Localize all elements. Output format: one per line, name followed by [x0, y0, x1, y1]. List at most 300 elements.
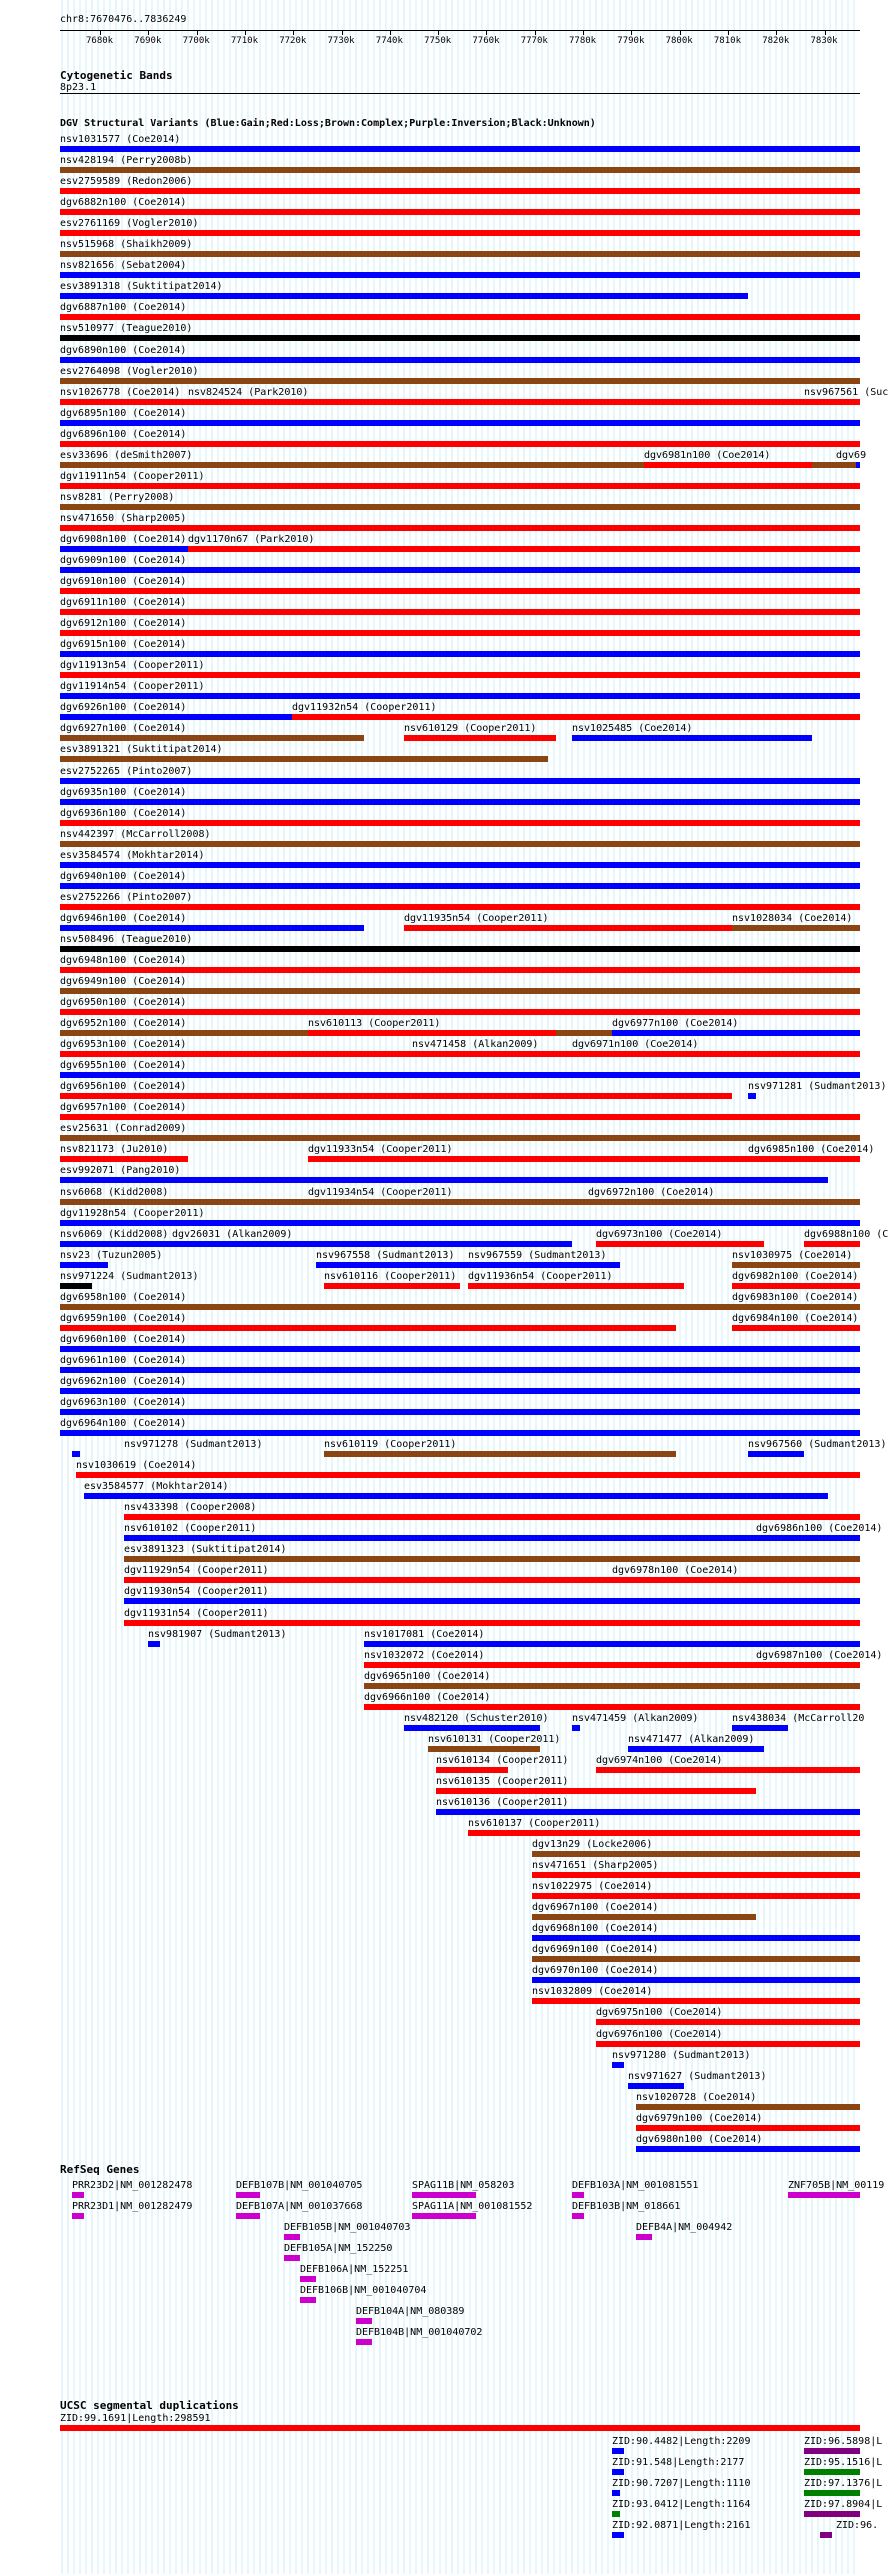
variant-label[interactable]: nsv971278 (Sudmant2013) — [124, 1439, 263, 1451]
variant-bar[interactable] — [60, 167, 860, 173]
variant-bar[interactable] — [572, 1725, 580, 1731]
variant-label[interactable]: nsv981907 (Sudmant2013) — [148, 1628, 287, 1640]
gene-label[interactable]: DEFB103A|NM_001081551 — [572, 2180, 699, 2191]
variant-label[interactable]: dgv26031 (Alkan2009) — [172, 1228, 293, 1240]
variant-bar[interactable] — [468, 1283, 684, 1289]
segdup-bar[interactable] — [804, 2490, 860, 2496]
variant-bar[interactable] — [364, 1704, 860, 1710]
variant-label[interactable]: nsv6069 (Kidd2008) — [60, 1228, 169, 1240]
gene-model[interactable] — [572, 2213, 584, 2219]
gene-label[interactable]: DEFB105B|NM_001040703 — [284, 2222, 411, 2233]
variant-label[interactable]: nsv471477 (Alkan2009) — [628, 1733, 755, 1745]
variant-label[interactable]: dgv11913n54 (Cooper2011) — [60, 660, 205, 672]
segdup-label[interactable]: ZID:96. — [836, 2520, 879, 2531]
variant-label[interactable]: dgv6966n100 (Coe2014) — [364, 1691, 491, 1703]
variant-bar[interactable] — [76, 1472, 860, 1478]
segdup-label[interactable]: ZID:92.0871|Length:2161 — [612, 2520, 751, 2531]
variant-label[interactable]: nsv1022975 (Coe2014) — [532, 1881, 653, 1893]
variant-label[interactable]: nsv610134 (Cooper2011) — [436, 1754, 569, 1766]
gene-model[interactable] — [284, 2255, 300, 2261]
variant-label[interactable]: nsv610119 (Cooper2011) — [324, 1439, 457, 1451]
variant-label[interactable]: esv3584577 (Mokhtar2014) — [84, 1481, 229, 1493]
variant-label[interactable]: esv25631 (Conrad2009) — [60, 1123, 187, 1135]
variant-label[interactable]: nsv967558 (Sudmant2013) — [316, 1249, 455, 1261]
segdup-label[interactable]: ZID:97.1376|L — [804, 2478, 883, 2489]
variant-label[interactable]: esv3891321 (Suktitipat2014) — [60, 744, 223, 756]
variant-bar[interactable] — [468, 1262, 620, 1268]
variant-bar[interactable] — [60, 293, 748, 299]
variant-bar[interactable] — [60, 841, 860, 847]
variant-bar[interactable] — [628, 1746, 764, 1752]
gene-label[interactable]: DEFB103B|NM_018661 — [572, 2201, 681, 2212]
variant-bar[interactable] — [60, 1177, 828, 1183]
gene-model[interactable] — [300, 2276, 316, 2282]
variant-label[interactable]: dgv6964n100 (Coe2014) — [60, 1418, 187, 1430]
variant-label[interactable]: dgv6950n100 (Coe2014) — [60, 997, 187, 1009]
variant-bar[interactable] — [60, 420, 860, 426]
segdup-bar[interactable] — [612, 2490, 620, 2496]
variant-label[interactable]: dgv6915n100 (Coe2014) — [60, 639, 187, 651]
variant-label[interactable]: dgv6912n100 (Coe2014) — [60, 618, 187, 630]
variant-bar[interactable] — [756, 1662, 860, 1668]
variant-label[interactable]: nsv1032072 (Coe2014) — [364, 1649, 485, 1661]
variant-label[interactable]: nsv23 (Tuzun2005) — [60, 1249, 163, 1261]
segdup-bar[interactable] — [804, 2448, 860, 2454]
variant-label[interactable]: dgv6953n100 (Coe2014) — [60, 1039, 187, 1051]
variant-bar[interactable] — [60, 630, 860, 636]
variant-label[interactable]: dgv6968n100 (Coe2014) — [532, 1923, 659, 1935]
variant-bar[interactable] — [60, 799, 860, 805]
variant-bar[interactable] — [532, 1935, 860, 1941]
variant-label[interactable]: dgv6974n100 (Coe2014) — [596, 1754, 723, 1766]
variant-bar[interactable] — [60, 862, 860, 868]
variant-label[interactable]: dgv6887n100 (Coe2014) — [60, 302, 187, 314]
segdup-label[interactable]: ZID:95.1516|L — [804, 2457, 883, 2468]
variant-label[interactable]: dgv6895n100 (Coe2014) — [60, 407, 187, 419]
variant-bar[interactable] — [124, 1598, 860, 1604]
variant-bar[interactable] — [72, 1451, 80, 1457]
variant-bar[interactable] — [60, 693, 860, 699]
gene-model[interactable] — [72, 2192, 84, 2198]
variant-bar[interactable] — [60, 946, 860, 952]
variant-bar[interactable] — [364, 1641, 860, 1647]
variant-bar[interactable] — [532, 1977, 860, 1983]
variant-label[interactable]: dgv6965n100 (Coe2014) — [364, 1670, 491, 1682]
variant-label[interactable]: nsv428194 (Perry2008b) — [60, 155, 193, 167]
variant-bar[interactable] — [60, 1304, 860, 1310]
variant-label[interactable]: dgv6970n100 (Coe2014) — [532, 1965, 659, 1977]
variant-bar[interactable] — [60, 146, 860, 152]
variant-bar[interactable] — [364, 1683, 860, 1689]
variant-label[interactable]: esv2752265 (Pinto2007) — [60, 765, 193, 777]
variant-bar[interactable] — [60, 1093, 732, 1099]
variant-label[interactable]: esv992071 (Pang2010) — [60, 1165, 181, 1177]
variant-bar[interactable] — [324, 1283, 460, 1289]
variant-label[interactable]: dgv6955n100 (Coe2014) — [60, 1060, 187, 1072]
variant-label[interactable]: nsv610137 (Cooper2011) — [468, 1818, 601, 1829]
variant-bar[interactable] — [60, 567, 860, 573]
gene-model[interactable] — [412, 2192, 476, 2198]
variant-label[interactable]: nsv971627 (Sudmant2013) — [628, 2070, 767, 2082]
variant-label[interactable]: dgv6973n100 (Coe2014) — [596, 1228, 723, 1240]
variant-label[interactable]: dgv6963n100 (Coe2014) — [60, 1397, 187, 1408]
variant-label[interactable]: dgv6908n100 (Coe2014) — [60, 533, 187, 545]
variant-label[interactable]: dgv6976n100 (Coe2014) — [596, 2028, 723, 2040]
variant-bar[interactable] — [572, 735, 812, 741]
variant-bar[interactable] — [60, 357, 860, 363]
variant-label[interactable]: dgv1170n67 (Park2010) — [188, 533, 315, 545]
variant-label[interactable]: dgv6975n100 (Coe2014) — [596, 2007, 723, 2019]
variant-label[interactable]: dgv6882n100 (Coe2014) — [60, 197, 187, 209]
gene-label[interactable]: DEFB107A|NM_001037668 — [236, 2201, 363, 2212]
variant-bar[interactable] — [60, 504, 860, 510]
variant-bar[interactable] — [612, 1030, 860, 1036]
variant-label[interactable]: dgv6971n100 (Coe2014) — [572, 1039, 699, 1051]
variant-label[interactable]: dgv13n29 (Locke2006) — [532, 1839, 653, 1851]
variant-label[interactable]: nsv1030975 (Coe2014) — [732, 1249, 853, 1261]
variant-bar[interactable] — [308, 1156, 860, 1162]
variant-bar[interactable] — [468, 1830, 860, 1836]
variant-bar[interactable] — [124, 1514, 860, 1520]
variant-bar[interactable] — [364, 1662, 756, 1668]
variant-label[interactable]: nsv821656 (Sebat2004) — [60, 260, 187, 272]
variant-label[interactable]: nsv610116 (Cooper2011) — [324, 1270, 457, 1282]
variant-label[interactable]: dgv11933n54 (Cooper2011) — [308, 1144, 453, 1156]
variant-bar[interactable] — [60, 1430, 860, 1436]
variant-bar[interactable] — [60, 1409, 860, 1415]
variant-bar[interactable] — [124, 1577, 860, 1583]
variant-label[interactable]: dgv6978n100 (Coe2014) — [612, 1565, 739, 1577]
ruler[interactable] — [60, 27, 860, 51]
segdup-label[interactable]: ZID:96.5898|L — [804, 2436, 883, 2447]
variant-label[interactable]: nsv971281 (Sudmant2013) — [748, 1081, 887, 1093]
variant-bar[interactable] — [532, 1851, 860, 1857]
variant-bar[interactable] — [732, 1325, 860, 1331]
gene-model[interactable] — [636, 2234, 652, 2240]
gene-label[interactable]: DEFB106A|NM_152251 — [300, 2264, 409, 2275]
variant-bar[interactable] — [732, 1283, 860, 1289]
variant-label[interactable]: dgv6958n100 (Coe2014) — [60, 1291, 187, 1303]
variant-bar[interactable] — [804, 1241, 860, 1247]
segdup-label[interactable]: ZID:90.4482|Length:2209 — [612, 2436, 751, 2447]
gene-model[interactable] — [236, 2213, 260, 2219]
variant-label[interactable]: dgv6987n100 (Coe2014) — [756, 1649, 883, 1661]
variant-bar[interactable] — [60, 588, 860, 594]
variant-bar[interactable] — [60, 1009, 860, 1015]
variant-bar[interactable] — [60, 1072, 860, 1078]
variant-label[interactable]: dgv6949n100 (Coe2014) — [60, 976, 187, 987]
variant-label[interactable]: dgv6956n100 (Coe2014) — [60, 1081, 187, 1093]
variant-bar[interactable] — [60, 672, 860, 678]
variant-label[interactable]: nsv1031577 (Coe2014) — [60, 134, 181, 145]
variant-label[interactable]: nsv971280 (Sudmant2013) — [612, 2049, 751, 2061]
variant-bar[interactable] — [748, 1451, 804, 1457]
variant-label[interactable]: nsv482120 (Schuster2010) — [404, 1712, 549, 1724]
variant-label[interactable]: dgv6946n100 (Coe2014) — [60, 912, 187, 924]
variant-label[interactable]: nsv610102 (Cooper2011) — [124, 1523, 257, 1535]
variant-bar[interactable] — [60, 735, 364, 741]
variant-label[interactable]: dgv6957n100 (Coe2014) — [60, 1102, 187, 1114]
variant-bar[interactable] — [60, 651, 860, 657]
gene-label[interactable]: DEFB107B|NM_001040705 — [236, 2180, 363, 2191]
variant-label[interactable]: nsv1028034 (Coe2014) — [732, 912, 853, 924]
variant-label[interactable]: nsv442397 (McCarroll2008) — [60, 828, 211, 840]
variant-label[interactable]: esv33696 (deSmith2007) — [60, 449, 193, 461]
variant-label[interactable]: dgv11936n54 (Cooper2011) — [468, 1270, 613, 1282]
variant-label[interactable]: dgv6909n100 (Coe2014) — [60, 555, 187, 566]
variant-label[interactable]: dgv11914n54 (Cooper2011) — [60, 681, 205, 693]
variant-bar[interactable] — [596, 1241, 764, 1247]
variant-label[interactable]: nsv471651 (Sharp2005) — [532, 1860, 659, 1872]
variant-bar[interactable] — [60, 335, 860, 341]
gene-model[interactable] — [356, 2339, 372, 2345]
gene-model[interactable] — [572, 2192, 584, 2198]
variant-label[interactable]: nsv433398 (Cooper2008) — [124, 1502, 257, 1514]
segdup-bar[interactable] — [820, 2532, 832, 2538]
segdup-label[interactable]: ZID:91.548|Length:2177 — [612, 2457, 745, 2468]
variant-bar[interactable] — [532, 1914, 756, 1920]
variant-label[interactable]: dgv11935n54 (Cooper2011) — [404, 912, 549, 924]
variant-bar[interactable] — [148, 1641, 160, 1647]
gene-model[interactable] — [412, 2213, 476, 2219]
gene-model[interactable] — [72, 2213, 84, 2219]
variant-label[interactable]: dgv11934n54 (Cooper2011) — [308, 1186, 453, 1198]
variant-label[interactable]: nsv510977 (Teague2010) — [60, 323, 193, 335]
variant-bar[interactable] — [60, 1325, 676, 1331]
variant-bar[interactable] — [60, 230, 860, 236]
variant-bar[interactable] — [60, 1346, 860, 1352]
variant-label[interactable]: nsv471650 (Sharp2005) — [60, 512, 187, 524]
variant-label[interactable]: dgv6977n100 (Coe2014) — [612, 1018, 739, 1030]
variant-bar[interactable] — [596, 1767, 860, 1773]
gene-label[interactable]: DEFB106B|NM_001040704 — [300, 2285, 427, 2296]
variant-bar[interactable] — [60, 1135, 860, 1141]
variant-bar[interactable] — [60, 1241, 572, 1247]
variant-label[interactable]: nsv967560 (Sudmant2013) — [748, 1439, 887, 1451]
gene-label[interactable]: PRR23D2|NM_001282478 — [72, 2180, 193, 2191]
variant-label[interactable]: nsv1030619 (Coe2014) — [76, 1460, 197, 1472]
variant-label[interactable]: dgv69 — [836, 449, 867, 461]
variant-label[interactable]: nsv610135 (Cooper2011) — [436, 1775, 569, 1787]
segdup-label[interactable]: ZID:97.8904|L — [804, 2499, 883, 2510]
variant-label[interactable]: nsv471458 (Alkan2009) — [412, 1039, 539, 1051]
variant-label[interactable]: esv3891323 (Suktitipat2014) — [124, 1544, 287, 1556]
variant-bar[interactable] — [732, 1262, 860, 1268]
variant-label[interactable]: dgv6961n100 (Coe2014) — [60, 1354, 187, 1366]
variant-bar[interactable] — [60, 1156, 188, 1162]
cytoband-bar[interactable] — [60, 93, 860, 94]
gene-label[interactable]: ZNF705B|NM_00119 — [788, 2180, 885, 2191]
variant-label[interactable]: nsv1017081 (Coe2014) — [364, 1628, 485, 1640]
variant-label[interactable]: dgv6959n100 (Coe2014) — [60, 1312, 187, 1324]
variant-bar[interactable] — [188, 546, 860, 552]
variant-label[interactable]: dgv6967n100 (Coe2014) — [532, 1902, 659, 1914]
variant-label[interactable]: dgv6981n100 (Coe2014) — [644, 449, 771, 461]
variant-label[interactable]: nsv438034 (McCarroll20 — [732, 1712, 865, 1724]
variant-label[interactable]: dgv6969n100 (Coe2014) — [532, 1944, 659, 1956]
gene-model[interactable] — [356, 2318, 372, 2324]
variant-bar[interactable] — [60, 778, 860, 784]
variant-label[interactable]: esv2752266 (Pinto2007) — [60, 891, 193, 903]
variant-label[interactable]: dgv6936n100 (Coe2014) — [60, 807, 187, 819]
variant-bar[interactable] — [60, 609, 860, 615]
variant-label[interactable]: dgv6984n100 (Coe2014) — [732, 1312, 859, 1324]
segdup-bar[interactable] — [612, 2448, 624, 2454]
variant-bar[interactable] — [292, 714, 860, 720]
variant-bar[interactable] — [636, 2104, 860, 2110]
variant-label[interactable]: nsv515968 (Shaikh2009) — [60, 239, 193, 251]
variant-label[interactable]: nsv610129 (Cooper2011) — [404, 723, 537, 735]
variant-bar[interactable] — [60, 925, 364, 931]
variant-label[interactable]: nsv610113 (Cooper2011) — [308, 1018, 441, 1030]
segdup-label[interactable]: ZID:93.0412|Length:1164 — [612, 2499, 751, 2510]
segdup-bar[interactable] — [612, 2511, 620, 2517]
variant-bar[interactable] — [532, 1893, 860, 1899]
variant-bar[interactable] — [60, 525, 860, 531]
variant-label[interactable]: dgv6983n100 (Coe2014) — [732, 1291, 859, 1303]
variant-bar[interactable] — [644, 462, 812, 468]
variant-bar[interactable] — [324, 1451, 676, 1457]
gene-model[interactable] — [284, 2234, 300, 2240]
variant-label[interactable]: dgv11931n54 (Cooper2011) — [124, 1607, 269, 1619]
variant-label[interactable]: dgv6948n100 (Coe2014) — [60, 954, 187, 966]
variant-bar[interactable] — [60, 441, 860, 447]
variant-label[interactable]: dgv6986n100 (Coe2014) — [756, 1523, 883, 1535]
gene-label[interactable]: PRR23D1|NM_001282479 — [72, 2201, 193, 2212]
segdup-bar[interactable] — [60, 2425, 860, 2431]
gene-label[interactable]: DEFB105A|NM_152250 — [284, 2243, 393, 2254]
variant-bar[interactable] — [60, 314, 860, 320]
variant-label[interactable]: nsv471459 (Alkan2009) — [572, 1712, 699, 1724]
variant-bar[interactable] — [60, 967, 860, 973]
variant-label[interactable]: nsv967561 (Suc — [804, 386, 889, 398]
variant-bar[interactable] — [84, 1493, 828, 1499]
variant-bar[interactable] — [596, 2041, 860, 2047]
variant-label[interactable]: dgv6926n100 (Coe2014) — [60, 702, 187, 714]
variant-bar[interactable] — [732, 1725, 788, 1731]
variant-label[interactable]: dgv11911n54 (Cooper2011) — [60, 470, 205, 482]
variant-label[interactable]: esv2761169 (Vogler2010) — [60, 218, 199, 230]
segdup-label[interactable]: ZID:90.7207|Length:1110 — [612, 2478, 751, 2489]
variant-bar[interactable] — [404, 1725, 540, 1731]
variant-label[interactable]: esv2759589 (Redon2006) — [60, 176, 193, 188]
gene-label[interactable]: DEFB4A|NM_004942 — [636, 2222, 733, 2233]
variant-bar[interactable] — [636, 2125, 860, 2131]
segdup-bar[interactable] — [804, 2469, 860, 2475]
gene-label[interactable]: DEFB104B|NM_001040702 — [356, 2327, 483, 2338]
variant-bar[interactable] — [532, 1998, 860, 2004]
variant-bar[interactable] — [124, 1556, 860, 1562]
variant-bar[interactable] — [428, 1746, 540, 1752]
variant-bar[interactable] — [60, 756, 548, 762]
variant-bar[interactable] — [60, 188, 860, 194]
variant-label[interactable]: dgv6896n100 (Coe2014) — [60, 428, 187, 440]
variant-label[interactable]: dgv6980n100 (Coe2014) — [636, 2133, 763, 2145]
variant-bar[interactable] — [636, 2146, 860, 2152]
variant-bar[interactable] — [436, 1788, 756, 1794]
variant-label[interactable]: nsv610131 (Cooper2011) — [428, 1733, 561, 1745]
variant-label[interactable]: dgv6988n100 (C — [804, 1228, 889, 1240]
variant-bar[interactable] — [60, 1114, 860, 1120]
variant-bar[interactable] — [60, 988, 860, 994]
variant-label[interactable]: nsv1025485 (Coe2014) — [572, 723, 693, 735]
variant-label[interactable]: dgv6960n100 (Coe2014) — [60, 1333, 187, 1345]
variant-label[interactable]: nsv610136 (Cooper2011) — [436, 1796, 569, 1808]
variant-bar[interactable] — [596, 2019, 860, 2025]
variant-label[interactable]: dgv6952n100 (Coe2014) — [60, 1018, 187, 1030]
variant-bar[interactable] — [60, 714, 292, 720]
variant-label[interactable]: dgv11929n54 (Cooper2011) — [124, 1565, 269, 1577]
variant-label[interactable]: dgv6911n100 (Coe2014) — [60, 597, 187, 609]
variant-bar[interactable] — [612, 2062, 624, 2068]
variant-label[interactable]: nsv1032809 (Coe2014) — [532, 1986, 653, 1998]
variant-bar[interactable] — [60, 1367, 860, 1373]
segdup-label[interactable]: ZID:99.1691|Length:298591 — [60, 2413, 211, 2424]
variant-label[interactable]: nsv1026778 (Coe2014) — [60, 386, 181, 398]
gene-label[interactable]: DEFB104A|NM_080389 — [356, 2306, 465, 2317]
variant-bar[interactable] — [60, 483, 860, 489]
variant-bar[interactable] — [60, 378, 860, 384]
variant-label[interactable]: dgv6985n100 (Coe2014) — [748, 1144, 875, 1156]
variant-label[interactable]: nsv8281 (Perry2008) — [60, 491, 175, 503]
variant-label[interactable]: dgv6940n100 (Coe2014) — [60, 870, 187, 882]
variant-bar[interactable] — [60, 1262, 108, 1268]
variant-bar[interactable] — [124, 1535, 860, 1541]
variant-bar[interactable] — [60, 1199, 860, 1205]
variant-label[interactable]: esv3891318 (Suktitipat2014) — [60, 281, 223, 293]
segdup-bar[interactable] — [612, 2469, 624, 2475]
variant-bar[interactable] — [436, 1767, 508, 1773]
variant-label[interactable]: nsv508496 (Teague2010) — [60, 933, 193, 945]
variant-bar[interactable] — [60, 272, 860, 278]
variant-bar[interactable] — [404, 735, 556, 741]
variant-label[interactable]: dgv6927n100 (Coe2014) — [60, 723, 187, 735]
variant-label[interactable]: dgv6979n100 (Coe2014) — [636, 2112, 763, 2124]
variant-bar[interactable] — [60, 209, 860, 215]
gene-model[interactable] — [236, 2192, 260, 2198]
gene-label[interactable]: SPAG11A|NM_001081552 — [412, 2201, 533, 2212]
variant-label[interactable]: dgv6890n100 (Coe2014) — [60, 344, 187, 356]
variant-bar[interactable] — [60, 1388, 860, 1394]
variant-label[interactable]: dgv6910n100 (Coe2014) — [60, 576, 187, 588]
variant-label[interactable]: dgv6935n100 (Coe2014) — [60, 786, 187, 798]
gene-model[interactable] — [300, 2297, 316, 2303]
variant-bar[interactable] — [748, 1093, 756, 1099]
variant-bar[interactable] — [60, 820, 860, 826]
variant-label[interactable]: dgv6982n100 (Coe2014) — [732, 1270, 859, 1282]
variant-bar[interactable] — [732, 925, 860, 931]
variant-label[interactable]: esv3584574 (Mokhtar2014) — [60, 849, 205, 861]
variant-bar[interactable] — [532, 1872, 860, 1878]
segdup-bar[interactable] — [804, 2511, 860, 2517]
variant-bar[interactable] — [532, 1956, 860, 1962]
variant-bar[interactable] — [60, 251, 860, 257]
variant-bar[interactable] — [316, 1262, 476, 1268]
variant-bar[interactable] — [436, 1809, 860, 1815]
variant-bar[interactable] — [60, 399, 860, 405]
variant-bar[interactable] — [60, 1283, 92, 1289]
variant-label[interactable]: nsv824524 (Park2010) — [188, 386, 309, 398]
variant-label[interactable]: dgv6972n100 (Coe2014) — [588, 1186, 715, 1198]
variant-label[interactable]: dgv11930n54 (Cooper2011) — [124, 1586, 269, 1598]
variant-label[interactable]: nsv821173 (Ju2010) — [60, 1144, 169, 1156]
variant-bar[interactable] — [60, 904, 860, 910]
variant-label[interactable]: nsv1020728 (Coe2014) — [636, 2091, 757, 2103]
gene-model[interactable] — [788, 2192, 860, 2198]
variant-label[interactable]: dgv11932n54 (Cooper2011) — [292, 702, 437, 714]
variant-bar[interactable] — [60, 546, 188, 552]
variant-bar[interactable] — [628, 2083, 684, 2089]
